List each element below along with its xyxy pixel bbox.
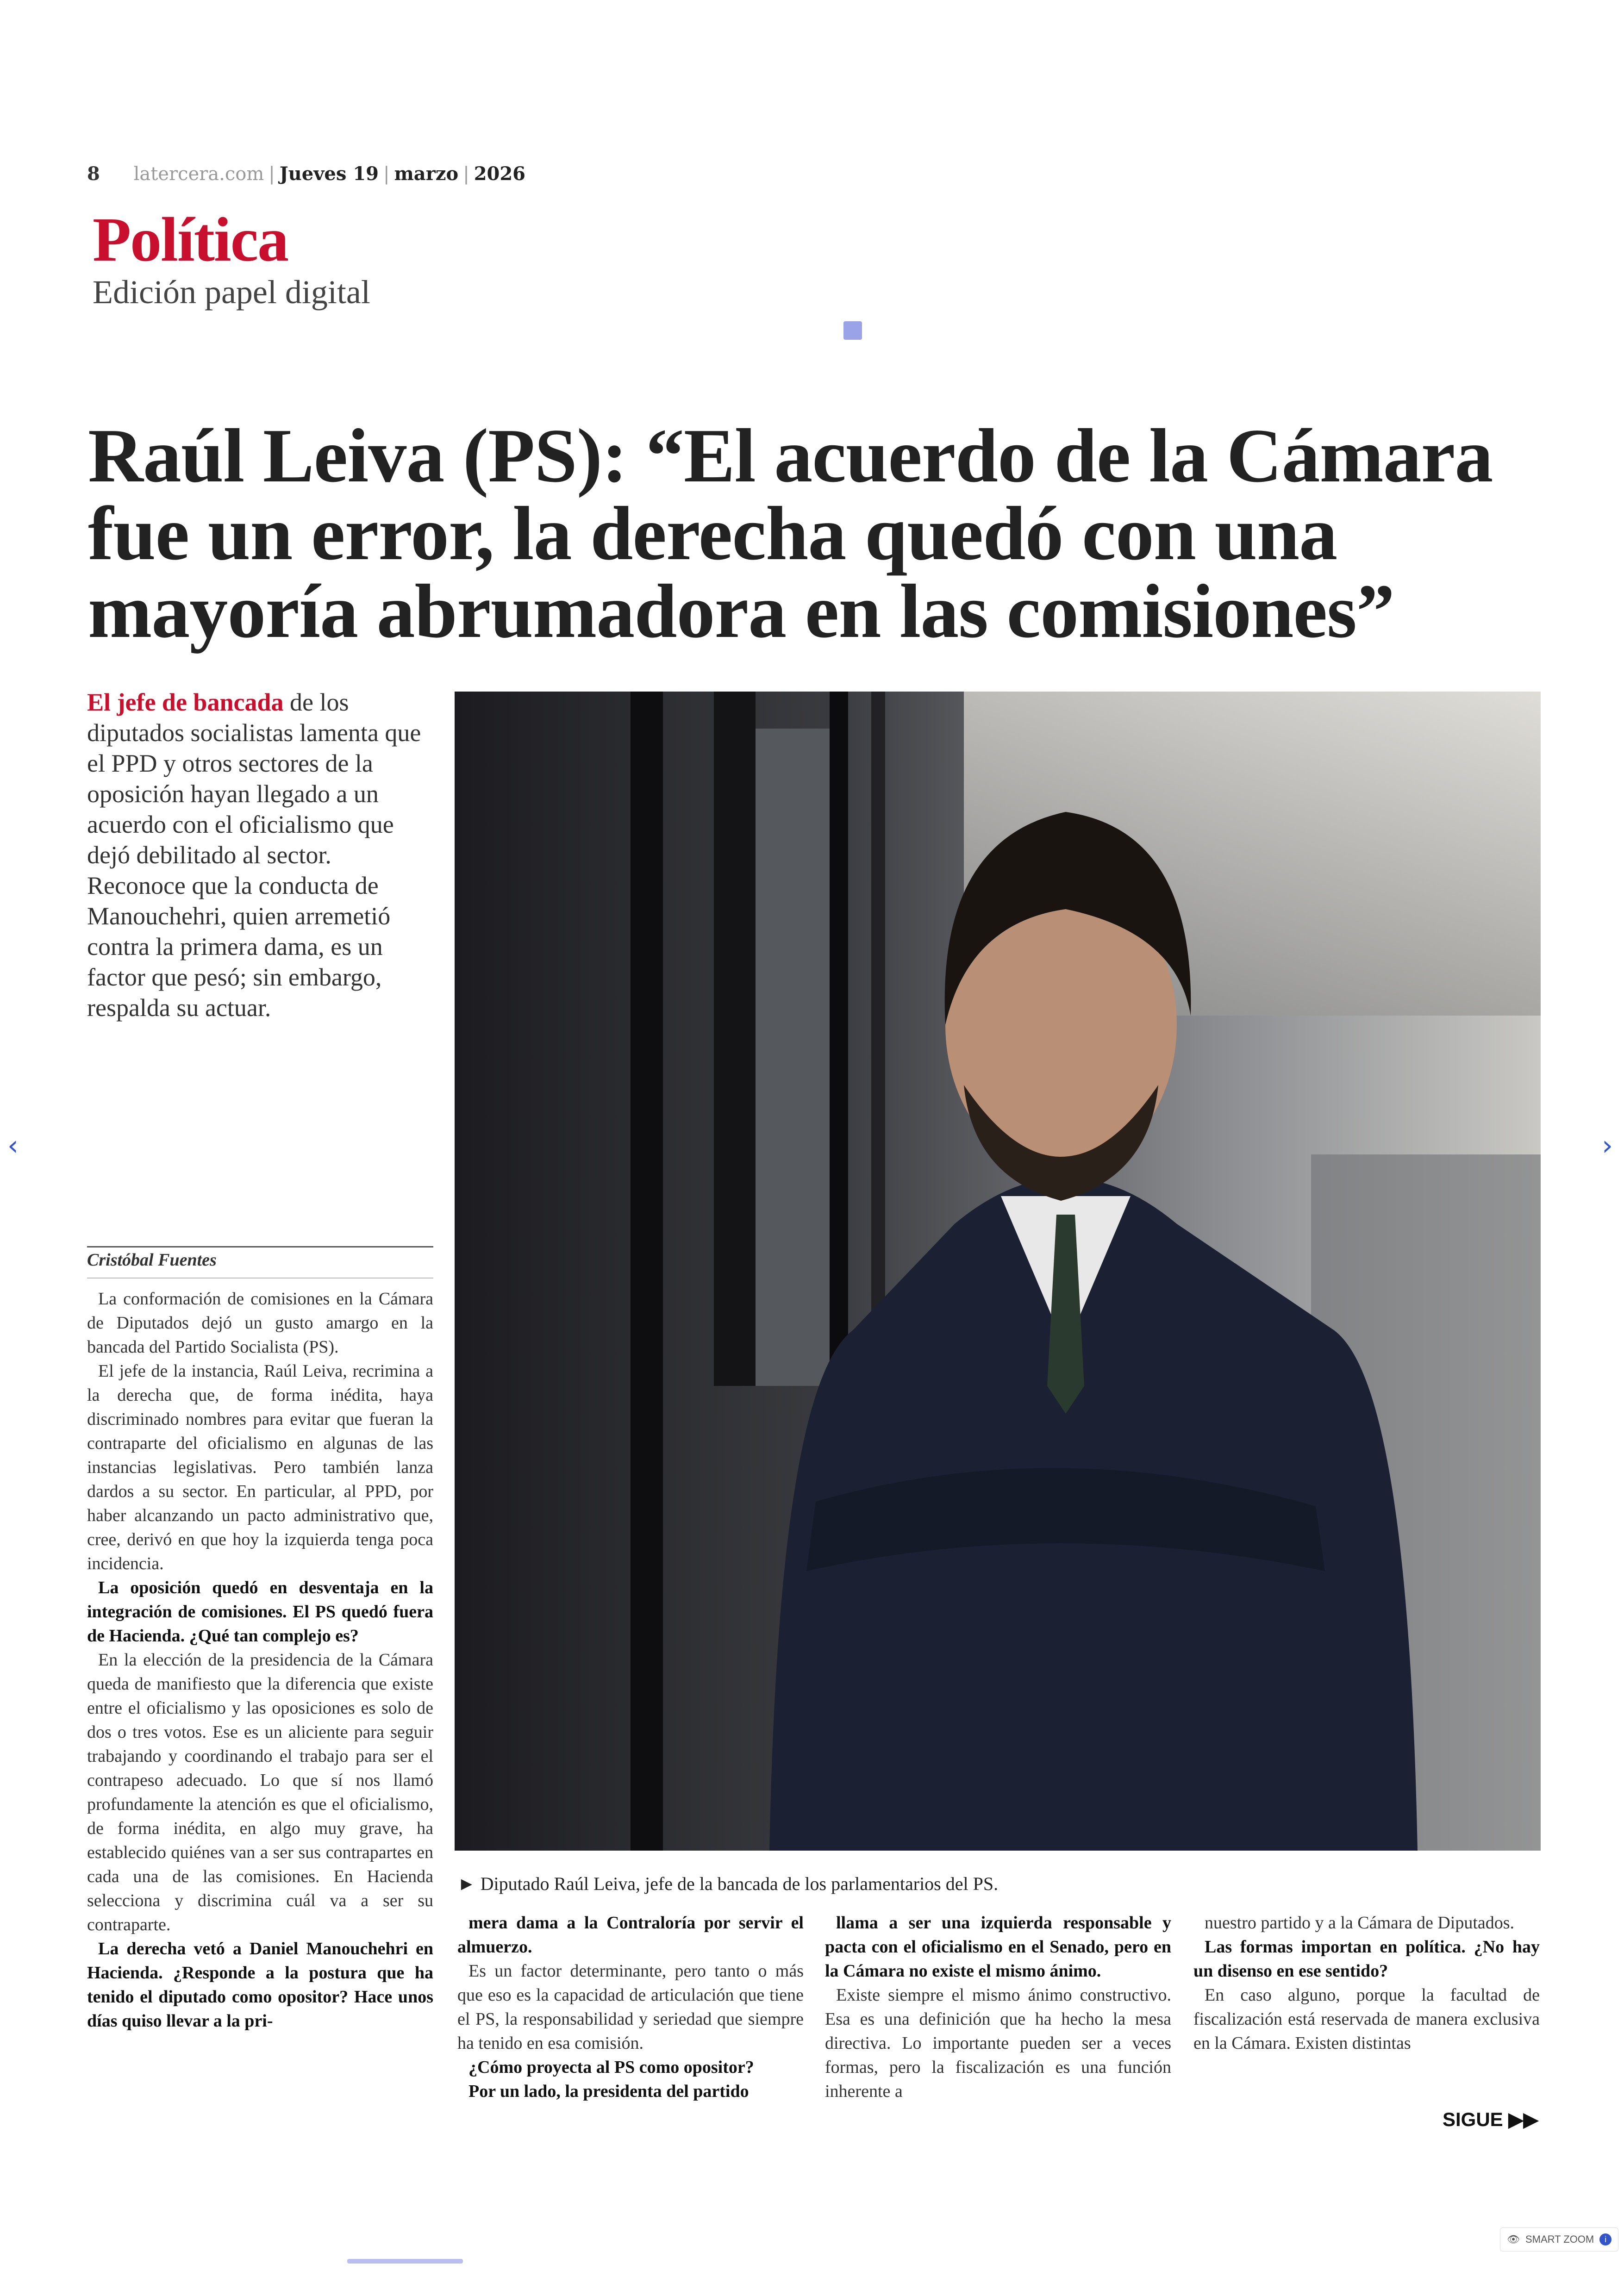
chevron-left-icon: ‹	[7, 1129, 19, 1162]
question-paragraph: La oposición quedó en desventaja en la integración de comisiones. El PS quedó fuera de Hacienda. ¿Qué tan complejo es?	[87, 1578, 433, 1646]
prev-page-button[interactable]	[7, 1129, 19, 1162]
smart-zoom-label: SMART ZOOM	[1525, 2233, 1594, 2245]
section-title: Política	[93, 205, 288, 274]
body-column-4	[1193, 1911, 1540, 2055]
date-month: marzo	[394, 163, 459, 185]
body-paragraph: La conformación de comisiones en la Cámara de Diputados dejó un gusto amargo en la bancada del Partido Socialista (PS).	[87, 1289, 433, 1357]
date-day: Jueves 19	[279, 163, 379, 185]
article-headline: Raúl Leiva (PS): “El acuerdo de la Cámara fue un error, la derecha quedó con una mayoría abrumadora en las comisiones”	[88, 413, 1493, 654]
article-photo	[455, 692, 1541, 1851]
chevron-right-icon: ›	[1602, 1129, 1613, 1162]
body-column-3	[825, 1911, 1171, 2103]
body-paragraph: Existe siempre el mismo ánimo constructivo. Esa es una definición que ha hecho la mesa directiva. Lo importante pueden ser a veces formas, pero la fiscalización es una función inherente a	[825, 1985, 1171, 2101]
question-paragraph: ¿Cómo proyecta al PS como opositor?	[468, 2058, 754, 2077]
body-column-1	[87, 1287, 433, 2033]
page-scroll-indicator[interactable]	[347, 2259, 463, 2264]
next-page-button[interactable]	[1602, 1129, 1613, 1162]
portrait-illustration	[455, 692, 1541, 1851]
question-paragraph: mera dama a la Contraloría por servir el almuerzo.	[457, 1913, 804, 1957]
body-paragraph: En caso alguno, porque la facultad de fiscalización está reservada de manera exclusiva en la Cámara. Existen distintas	[1193, 1985, 1540, 2053]
continue-label: SIGUE ▶▶	[1443, 2108, 1538, 2130]
lede-highlight: El jefe de bancada	[87, 688, 284, 716]
page-number: 8	[87, 163, 100, 185]
date-year: 2026	[474, 163, 526, 185]
folio: 8 latercera.com | Jueves 19 | marzo | 2026	[87, 163, 526, 185]
page-marker-icon[interactable]	[843, 321, 862, 340]
info-icon: i	[1599, 2233, 1612, 2245]
question-paragraph: Las formas importan en política. ¿No hay un disenso en ese sentido?	[1193, 1937, 1540, 1981]
eye-icon: 👁	[1507, 2233, 1520, 2245]
question-paragraph: La derecha vetó a Daniel Manouchehri en Hacienda. ¿Responde a la postura que ha tenido el diputado como opositor? Hace unos días quiso llevar a la pri-	[87, 1939, 433, 2031]
body-paragraph: nuestro partido y a la Cámara de Diputados.	[1205, 1913, 1515, 1933]
question-paragraph: llama a ser una izquierda responsable y pacta con el oficialismo en el Senado, pero en la Cámara no existe el mismo ánimo.	[825, 1913, 1171, 1981]
body-column-2	[457, 1911, 804, 2103]
photo-caption: ► Diputado Raúl Leiva, jefe de la bancada de los parlamentarios del PS.	[457, 1873, 999, 1894]
smart-zoom-button[interactable]	[1500, 2227, 1618, 2251]
byline: Cristóbal Fuentes	[87, 1250, 217, 1270]
site-name: latercera.com	[133, 163, 264, 185]
question-paragraph: Por un lado, la presidenta del partido	[468, 2082, 749, 2101]
lede-text: de los diputados socialistas lamenta que el PPD y otros sectores de la oposición hayan llegado a un acuerdo con el oficialismo que dejó debilitado al sector. Reconoce que la conducta de Manouchehri, quien arremetió contra la primera dama, es un factor que pesó; sin embargo, respalda su actuar.	[87, 688, 421, 1022]
section-subtitle: Edición papel digital	[93, 274, 370, 311]
article-lede	[87, 687, 430, 1023]
body-paragraph: En la elección de la presidencia de la Cámara queda de manifiesto que la diferencia que existe entre el oficialismo y las oposiciones es solo de dos o tres votos. Ese es un aliciente para seguir trabajando y coordinando el trabajo para ser el contrapeso adecuado. Lo que sí nos llamó profundamente la atención es que el oficialismo, de forma inédita, en algo muy grave, ha establecido quiénes van a ser sus contrapartes en cada una de las comisiones. En Hacienda selecciona y discrimina cuál va a ser su contraparte.	[87, 1650, 433, 1934]
body-paragraph: Es un factor determinante, pero tanto o más que eso es la capacidad de articulación que tiene el PS, la responsabilidad y seriedad que siempre ha tenido en esa comisión.	[457, 1961, 804, 2053]
byline-rule	[87, 1246, 433, 1247]
body-paragraph: El jefe de la instancia, Raúl Leiva, recrimina a la derecha que, de forma inédita, haya discriminado nombres para evitar que fueran la contraparte del oficialismo en algunas de las instancias legislativas. Pero también lanza dardos a su sector. En particular, al PPD, por haber alcanzando un pacto administrativo que, cree, derivó en que hoy la izquierda tenga poca incidencia.	[87, 1361, 433, 1573]
